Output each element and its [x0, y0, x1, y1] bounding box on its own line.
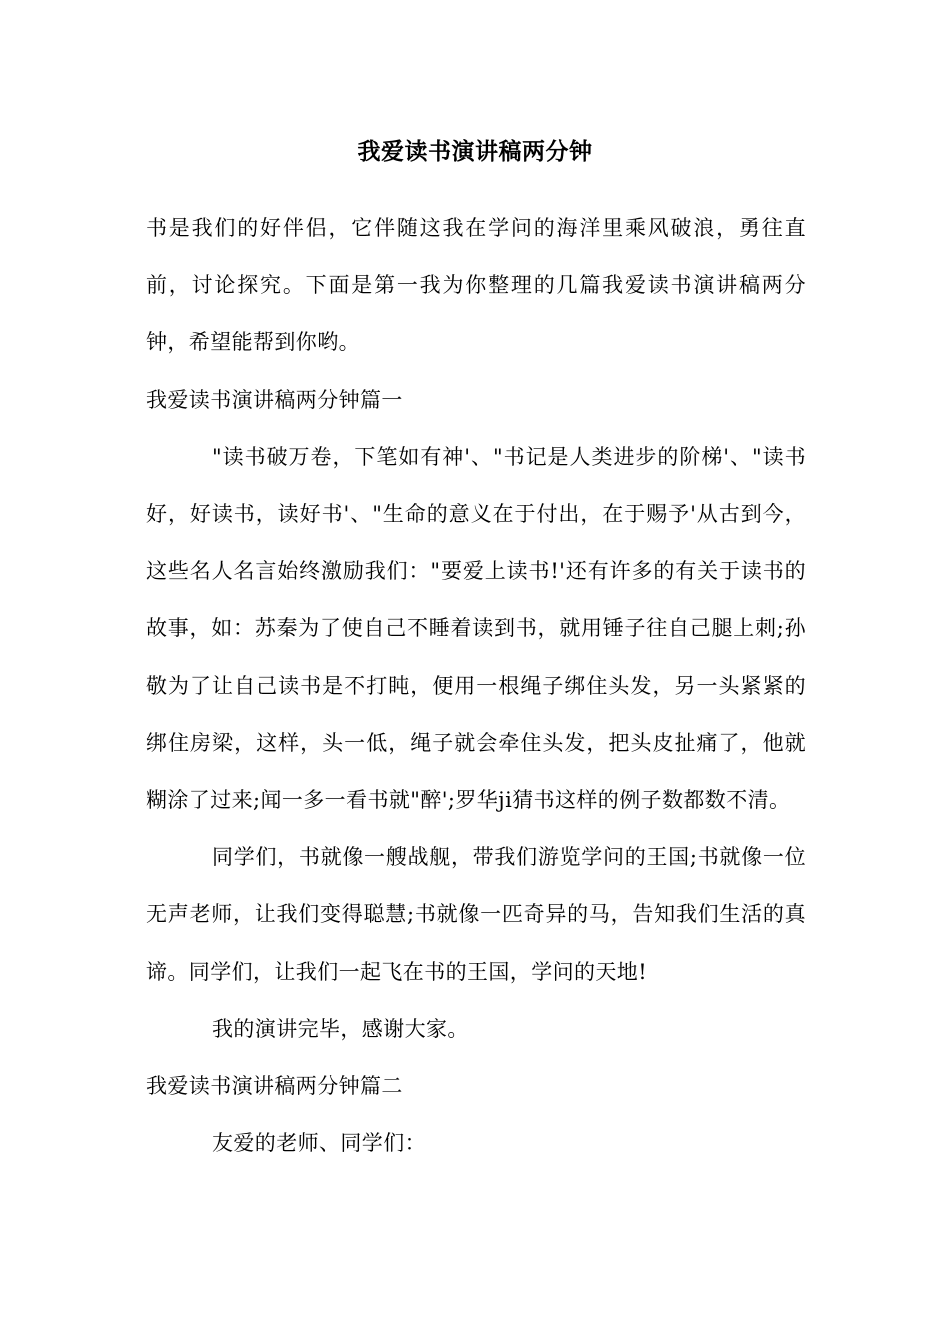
intro-paragraph: 书是我们的好伴侣，它伴随这我在学问的海洋里乘风破浪，勇往直前，讨论探究。下面是第一我为你整理的几篇我爱读书演讲稿两分钟，希望能帮到你哟。 — [146, 216, 806, 355]
body-paragraph: 友爱的老师、同学们： — [212, 1131, 426, 1156]
section-heading-1: 我爱读书演讲稿两分钟篇一 — [146, 387, 403, 412]
document-title: 我爱读书演讲稿两分钟 — [357, 138, 593, 165]
body-paragraph: 我的演讲完毕，感谢大家。 — [212, 1016, 469, 1041]
section-heading-2: 我爱读书演讲稿两分钟篇二 — [146, 1074, 403, 1099]
document-body — [146, 200, 806, 1172]
body-paragraph: "读书破万卷，下笔如有神'、"书记是人类进步的阶梯'、"读书好，好读书，读好书'、"生命的意义在于付出，在于赐予'从古到今，这些名人名言始终激励我们："要爱上读书!'还有许多的有关于读书的故事，如：苏秦为了使自己不睡着读到书，就用锤子往自己腿上刺;孙敬为了让自己读书是不打盹，便用一根绳子绑住头发，另一头紧紧的绑住房梁，这样，头一低，绳子就会牵住头发，把头皮扯痛了，他就糊涂了过来;闻一多一看书就"醉';罗华ji猜书这样的例子数都数不清。 — [146, 444, 806, 813]
body-paragraph: 同学们，书就像一艘战舰，带我们游览学问的王国;书就像一位无声老师，让我们变得聪慧;书就像一匹奇异的马，告知我们生活的真谛。同学们，让我们一起飞在书的王国，学问的天地! — [146, 845, 806, 984]
